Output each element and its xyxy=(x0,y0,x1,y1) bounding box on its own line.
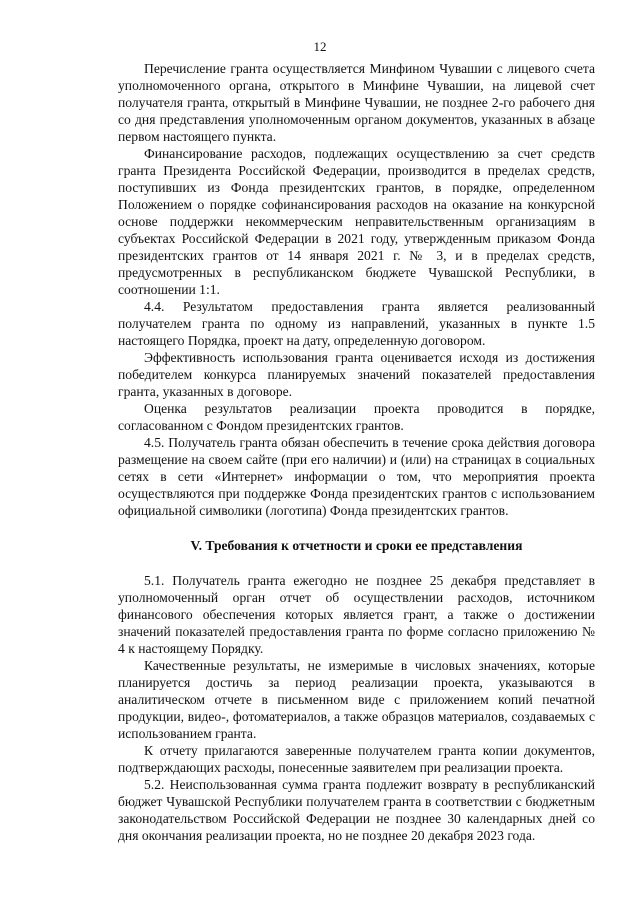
paragraph: Оценка результатов реализации проекта проводится в порядке, согласованном с Фондом президентских грантов. xyxy=(118,401,595,433)
paragraph: 5.1. Получатель гранта ежегодно не позднее 25 декабря представляет в уполномоченный орган отчет об осуществлении расходов, источником финансового обеспечения которых является грант, а также о достижении значений показателей предоставления гранта по форме согласно приложению № 4 к настоящему Порядку. xyxy=(118,573,595,656)
page-number: 12 xyxy=(313,39,327,54)
paragraph: 5.2. Неиспользованная сумма гранта подлежит возврату в республиканский бюджет Чувашской Республики получателем гранта в соответствии с бюджетным законодательством Российской Федерации не позднее 30 календарных дней со дня окончания реализации проекта, но не позднее 20 декабря 2023 года. xyxy=(118,777,595,843)
paragraph: Эффективность использования гранта оценивается исходя из достижения победителем конкурса планируемых значений показателей предоставления гранта, указанных в договоре. xyxy=(118,350,595,399)
document-body xyxy=(118,60,595,844)
paragraph: К отчету прилагаются заверенные получателем гранта копии документов, подтверждающих расходы, понесенные заявителем при реализации проекта. xyxy=(118,743,595,775)
paragraph: Качественные результаты, не измеримые в числовых значениях, которые планируется достичь за период реализации проекта, указываются в аналитическом отчете в письменном виде с приложением копий печатной продукции, видео-, фотоматериалов, а также образцов материалов, создаваемых с использованием гранта. xyxy=(118,658,595,741)
paragraph: 4.4. Результатом предоставления гранта является реализованный получателем гранта по одному из направлений, указанных в пункте 1.5 настоящего Порядка, проект на дату, определенную договором. xyxy=(118,299,595,348)
paragraph: Перечисление гранта осуществляется Минфином Чувашии с лицевого счета уполномоченного органа, открытого в Минфине Чувашии, на лицевой счет получателя гранта, открытый в Минфине Чувашии, не позднее 2-го рабочего дня со дня представления уполномоченным органом документов, указанных в абзаце первом настоящего пункта. xyxy=(118,61,595,144)
section-heading: V. Требования к отчетности и сроки ее представления xyxy=(190,538,523,553)
paragraph: Финансирование расходов, подлежащих осуществлению за счет средств гранта Президента Российской Федерации, производится в пределах средств, поступивших из Фонда президентских грантов, в порядке, определенном Положением о порядке софинансирования расходов на оказание на конкурсной основе поддержки некоммерческим неправительственным организациям в субъектах Российской Федерации в 2021 году, утвержденным приказом Фонда президентских грантов от 14 января 2021 г. № 3, и в пределах средств, предусмотренных в республиканском бюджете Чувашской Республики, в соотношении 1:1. xyxy=(118,146,595,297)
paragraph: 4.5. Получатель гранта обязан обеспечить в течение срока действия договора размещение на своем сайте (при его наличии) и (или) на страницах в социальных сетях в сети «Интернет» информации о том, что мероприятия проекта осуществляются при поддержке Фонда президентских грантов с использованием официальной символики (логотипа) Фонда президентских грантов. xyxy=(118,435,595,518)
